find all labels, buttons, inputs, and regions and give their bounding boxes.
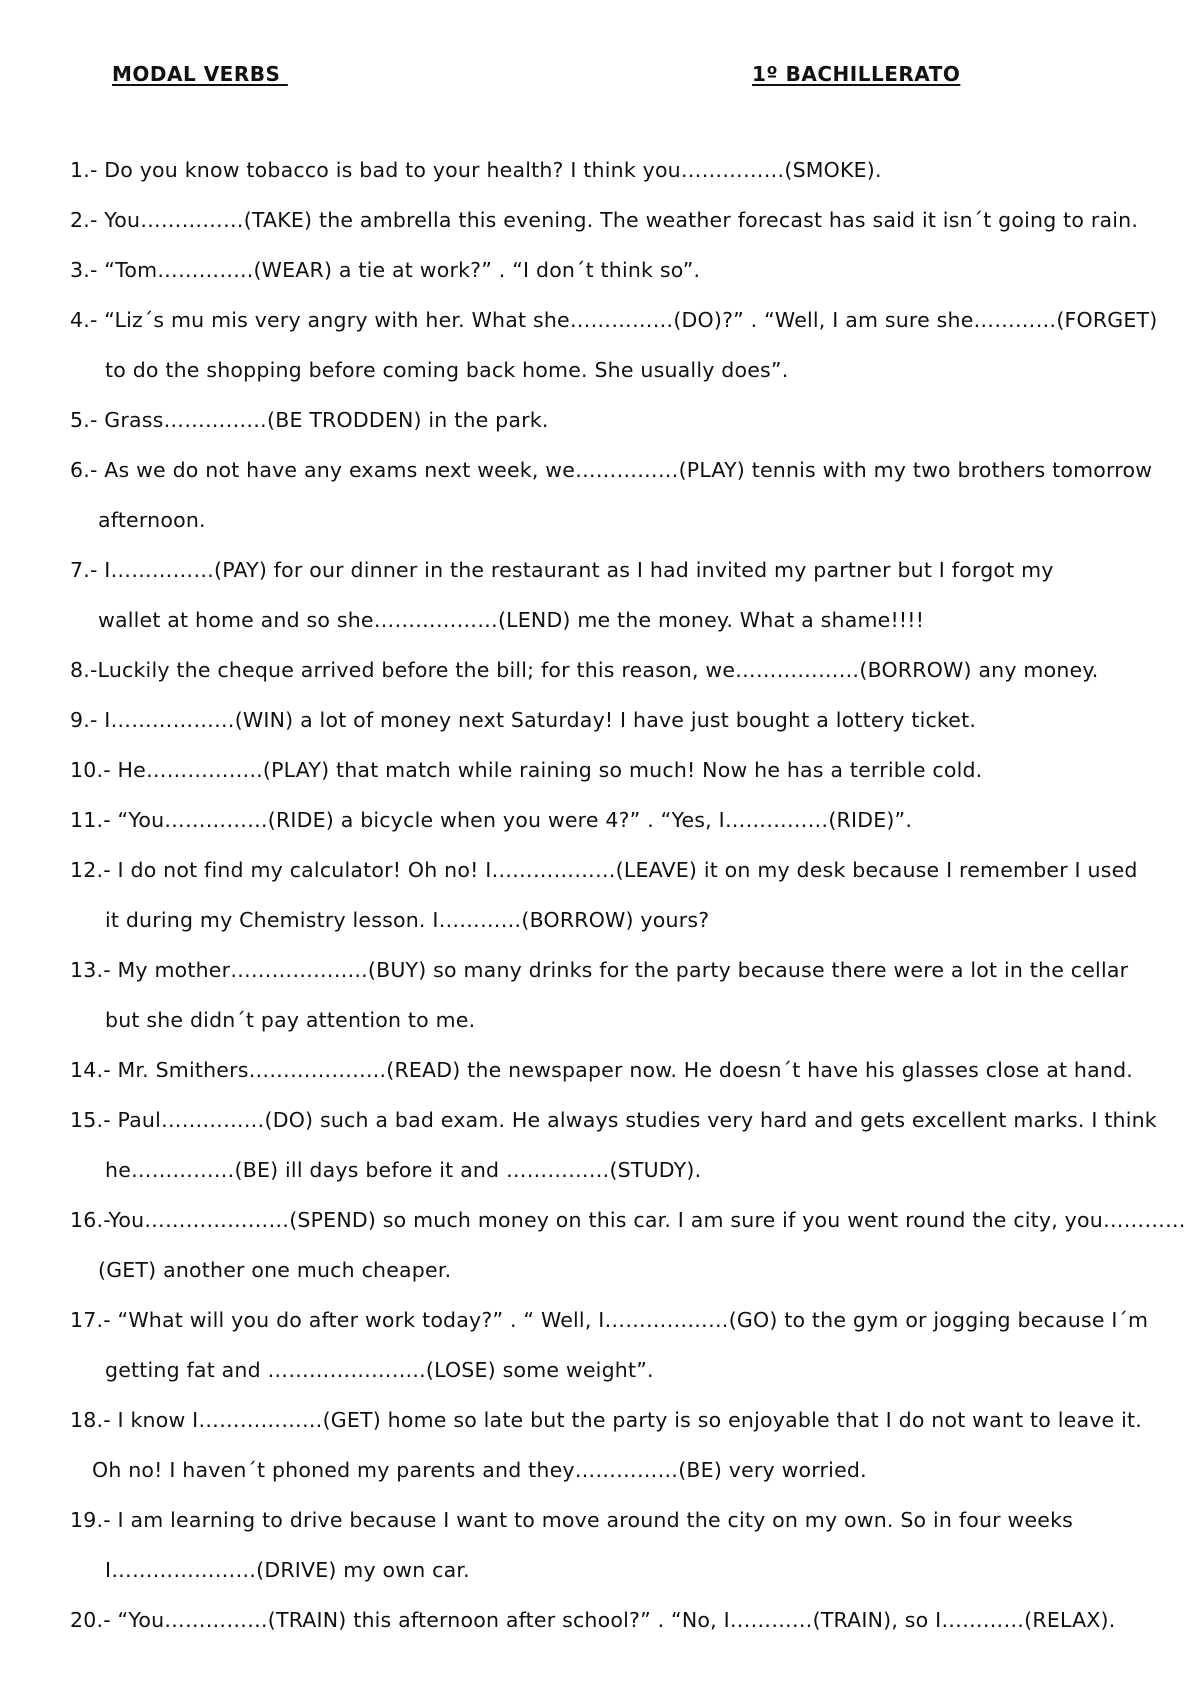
exercise-list (70, 156, 1186, 1656)
exercise-14-line-1: 14.- Mr. Smithers………………..(READ) the newspaper now. He doesn´t have his glasses close at hand. (70, 1058, 1134, 1082)
exercise-6-line-1: 6.- As we do not have any exams next week, we……………(PLAY) tennis with my two brothers tomorrow (70, 458, 1153, 482)
exercise-19-line-2: I…………………(DRIVE) my own car. (105, 1558, 470, 1582)
exercise-9-line-1: 9.- I………………(WIN) a lot of money next Saturday! I have just bought a lottery ticket. (70, 708, 977, 732)
exercise-13-line-1: 13.- My mother………………..(BUY) so many drinks for the party because there were a lot in the cellar (70, 958, 1129, 982)
exercise-18-line-1: 18.- I know I………………(GET) home so late but the party is so enjoyable that I do not want to leave it. (70, 1408, 1142, 1432)
exercise-20-line-1: 20.- “You……………(TRAIN) this afternoon after school?” . “No, I…………(TRAIN), so I…………(RELAX). (70, 1608, 1116, 1632)
exercise-5-line-1: 5.- Grass……………(BE TRODDEN) in the park. (70, 408, 549, 432)
exercise-16-line-1: 16.-You…………………(SPEND) so much money on this car. I am sure if you went round the city, you………… (70, 1208, 1186, 1232)
exercise-3-line-1: 3.- “Tom…………..(WEAR) a tie at work?” . “I don´t think so”. (70, 258, 701, 282)
exercise-10-line-1: 10.- He……………..(PLAY) that match while raining so much! Now he has a terrible cold. (70, 758, 983, 782)
exercise-12-line-2: it during my Chemistry lesson. I…………(BORROW) yours? (105, 908, 710, 932)
exercise-12-line-1: 12.- I do not find my calculator! Oh no! I………………(LEAVE) it on my desk because I remember I used (70, 858, 1138, 882)
exercise-7-line-2: wallet at home and so she………………(LEND) me the money. What a shame!!!! (98, 608, 925, 632)
exercise-1-line-1: 1.- Do you know tobacco is bad to your health? I think you……………(SMOKE). (70, 158, 882, 182)
exercise-4-line-1: 4.- “Liz´s mu mis very angry with her. What she……………(DO)?” . “Well, I am sure she…………(FORGET) (70, 308, 1158, 332)
exercise-19-line-1: 19.- I am learning to drive because I want to move around the city on my own. So in four weeks (70, 1508, 1074, 1532)
exercise-8-line-1: 8.-Luckily the cheque arrived before the bill; for this reason, we………………(BORROW) any money. (70, 658, 1099, 682)
exercise-16-line-2: (GET) another one much cheaper. (98, 1258, 452, 1282)
exercise-2-line-1: 2.- You……………(TAKE) the ambrella this evening. The weather forecast has said it isn´t going to rain. (70, 208, 1139, 232)
exercise-18-line-2: Oh no! I haven´t phoned my parents and they……………(BE) very worried. (92, 1458, 867, 1482)
worksheet-title: MODAL VERBS (112, 62, 288, 86)
exercise-11-line-1: 11.- “You……………(RIDE) a bicycle when you were 4?” . “Yes, I……………(RIDE)”. (70, 808, 913, 832)
exercise-17-line-2: getting fat and …………………..(LOSE) some weight”. (105, 1358, 654, 1382)
exercise-13-line-2: but she didn´t pay attention to me. (105, 1008, 476, 1032)
exercise-17-line-1: 17.- “What will you do after work today?” . “ Well, I………………(GO) to the gym or jogging because I´m (70, 1308, 1149, 1332)
exercise-15-line-2: he……………(BE) ill days before it and ……………(STUDY). (105, 1158, 702, 1182)
exercise-4-line-2: to do the shopping before coming back home. She usually does”. (105, 358, 789, 382)
exercise-6-line-2: afternoon. (98, 508, 206, 532)
course-level: 1º BACHILLERATO (752, 62, 961, 86)
exercise-7-line-1: 7.- I……………(PAY) for our dinner in the restaurant as I had invited my partner but I forgot my (70, 558, 1054, 582)
exercise-15-line-1: 15.- Paul……………(DO) such a bad exam. He always studies very hard and gets excellent marks. I think (70, 1108, 1157, 1132)
